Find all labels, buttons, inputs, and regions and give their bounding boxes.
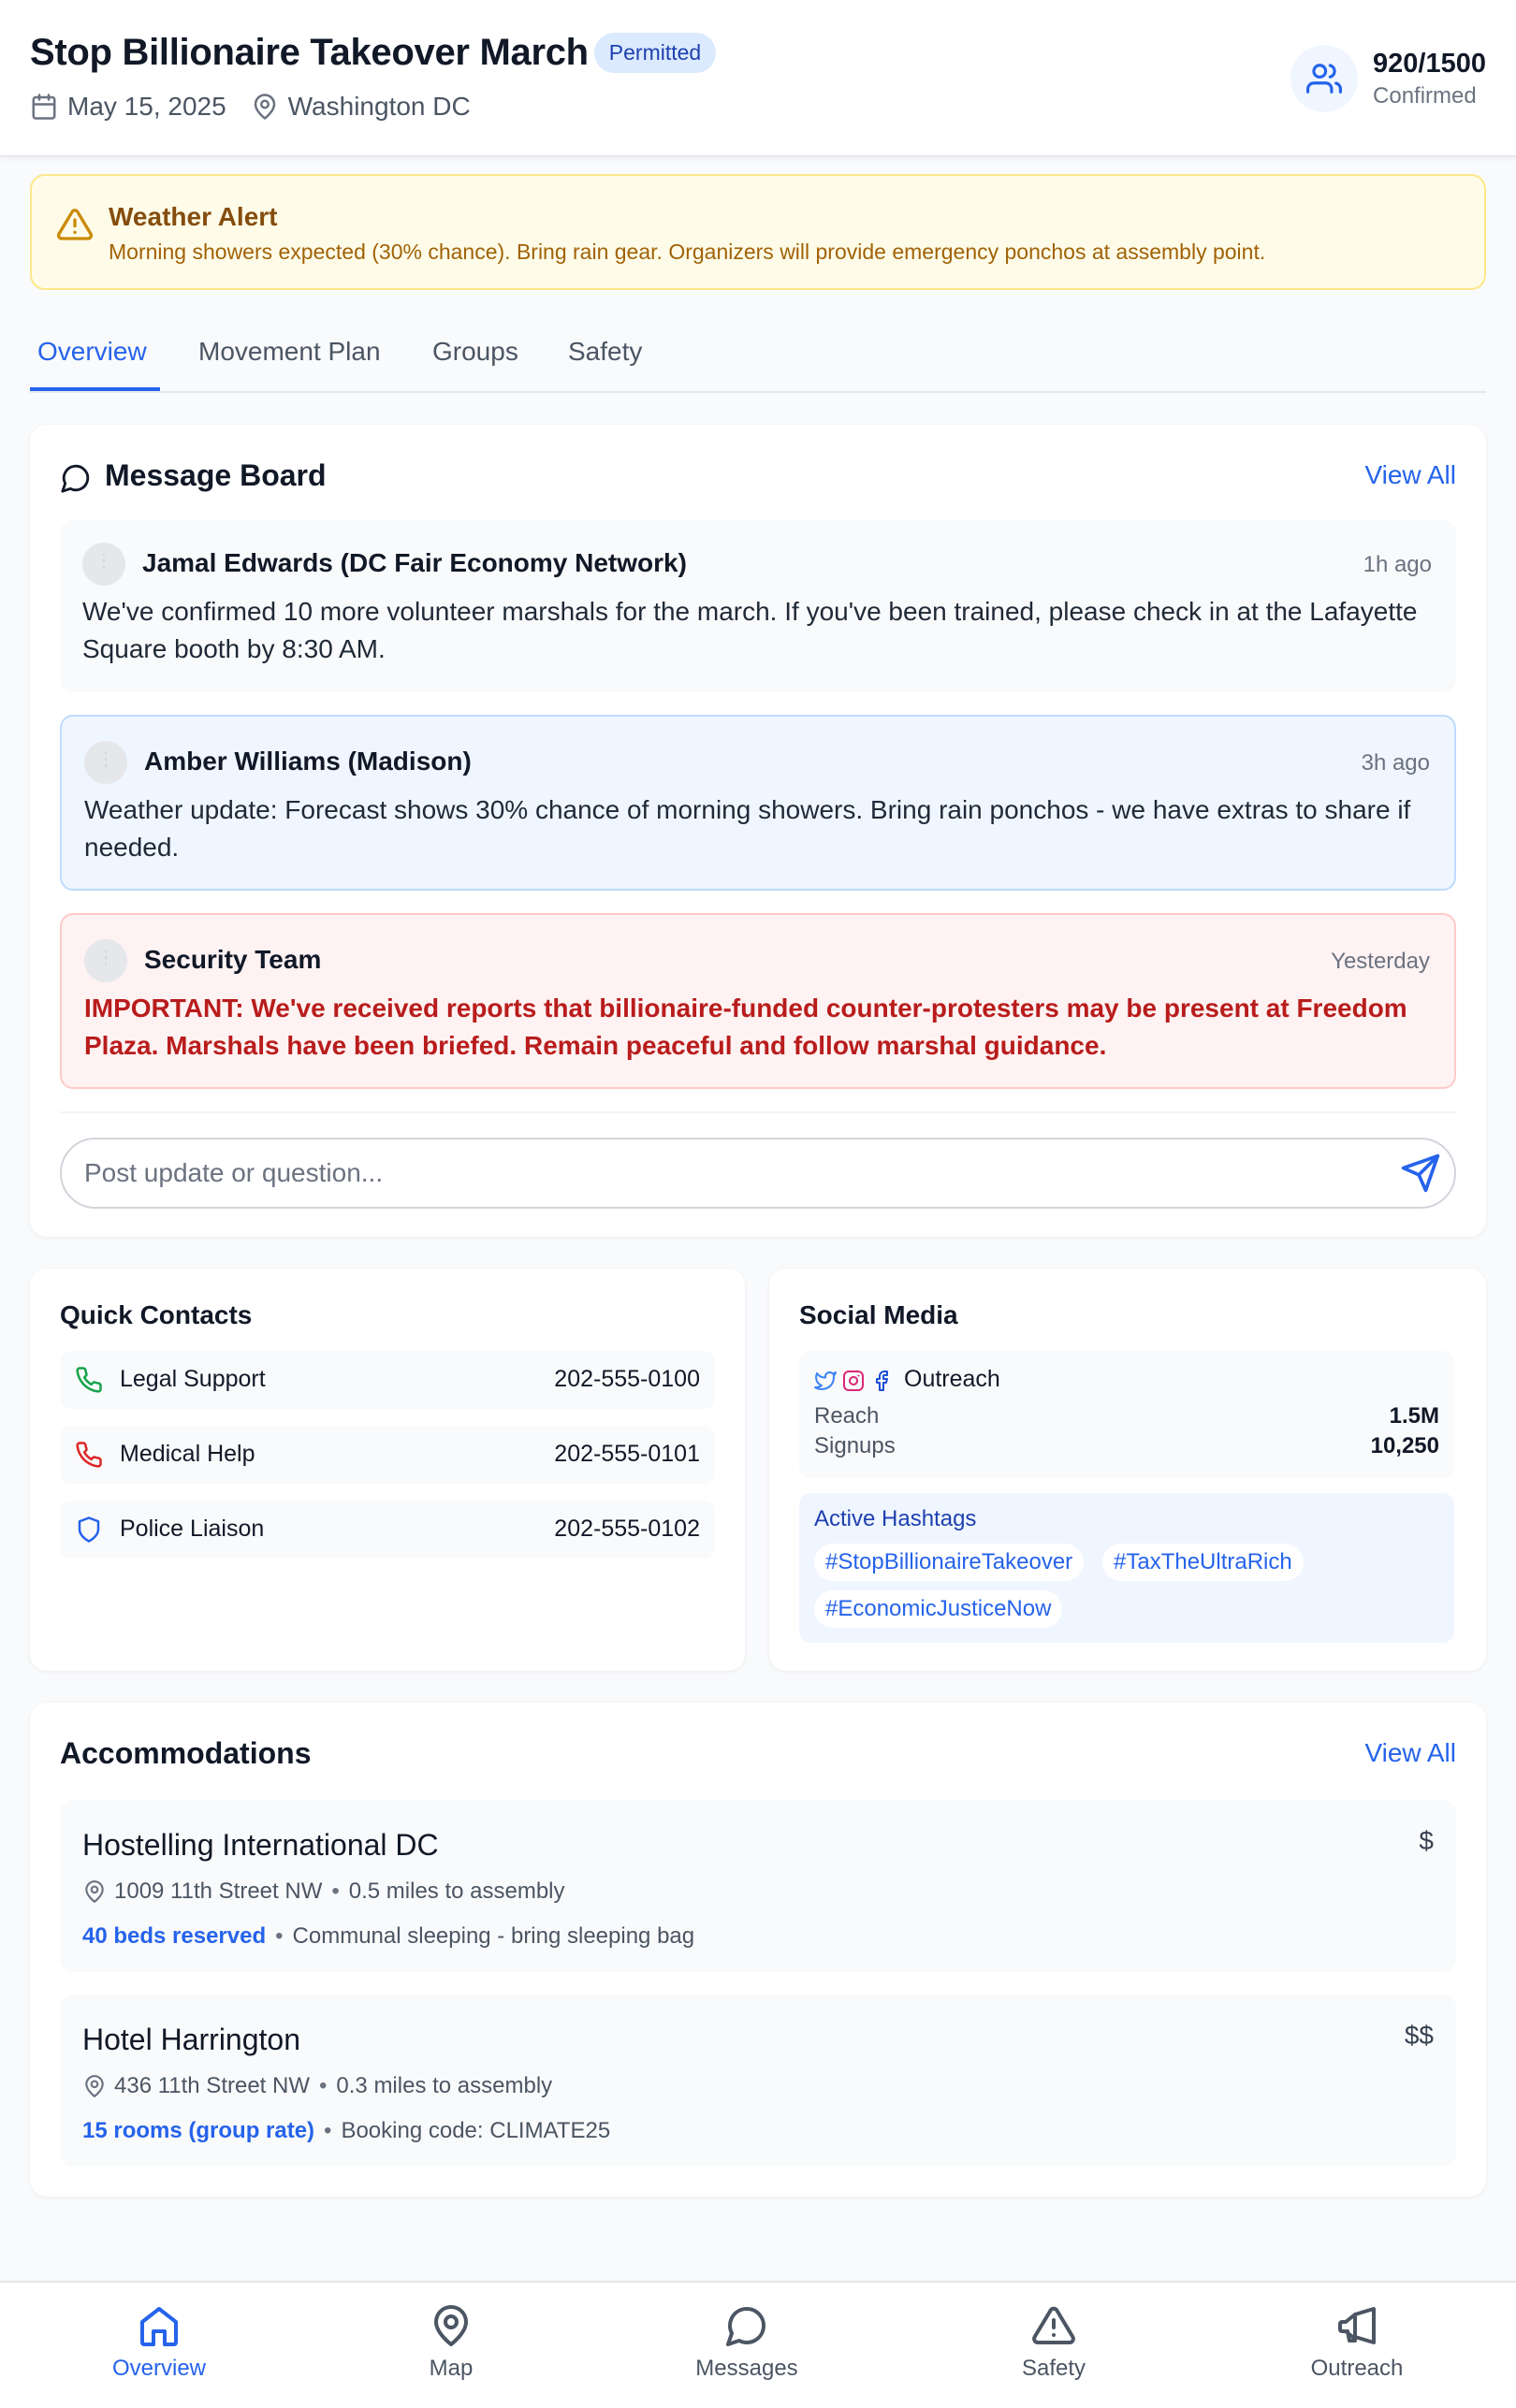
instagram-icon [842,1370,865,1392]
send-icon[interactable] [1400,1153,1441,1194]
social-icons [814,1370,898,1392]
users-icon [1290,45,1358,112]
event-title: Stop Billionaire Takeover March [30,32,589,73]
reach-value: 1.5M [1389,1403,1439,1429]
event-header [0,0,1516,157]
attendance-label: Confirmed [1373,82,1477,109]
outreach-stats[interactable] [799,1351,1454,1478]
message-board-title: Message Board [105,458,327,492]
nav-label: Map [429,2356,474,2381]
message-author: Security Team [144,945,322,974]
message-icon [724,2303,769,2348]
megaphone-icon [1334,2303,1379,2348]
accommodation-details: 40 beds reserved • Communal sleeping - bring sleeping bag [82,1923,695,1949]
accommodation-address-row: 436 11th Street NW • 0.3 miles to assembly [82,2073,552,2099]
home-icon [137,2303,182,2348]
message-item[interactable] [60,715,1456,891]
map-pin-icon [429,2303,474,2348]
weather-alert-title: Weather Alert [109,202,278,231]
phone-icon [75,1366,103,1394]
tab-safety[interactable]: Safety [568,337,643,366]
avatar [82,543,125,586]
attendance-counter[interactable] [1290,45,1486,112]
message-text: We've confirmed 10 more volunteer marshals for the march. If you've been trained, please check in at the Lafayette Square booth by 8:30 AM. [82,597,1418,663]
message-circle-icon [60,462,92,494]
map-pin-icon [251,93,279,121]
event-meta [30,92,471,122]
accommodation-address: 1009 11th Street NW [114,1879,323,1904]
hashtags-title: Active Hashtags [814,1506,977,1531]
avatar [84,939,127,982]
phone-icon [75,1441,103,1469]
accommodation-price: $ [1419,1826,1434,1855]
shield-icon [75,1516,103,1544]
message-time: Yesterday [1331,949,1430,974]
message-board-card [30,425,1486,1237]
contact-number: 202-555-0100 [554,1366,700,1392]
nav-label: Outreach [1310,2356,1404,2381]
contact-legal-support[interactable] [60,1351,715,1409]
signups-label: Signups [814,1433,896,1458]
warning-icon [1031,2303,1076,2348]
nav-label: Overview [111,2356,207,2381]
event-location: Washington DC [287,92,471,121]
contact-number: 202-555-0101 [554,1441,700,1467]
post-update-input[interactable] [84,1139,1376,1207]
message-author: Amber Williams (Madison) [144,747,472,776]
quick-contacts-title: Quick Contacts [60,1300,253,1329]
accommodation-distance: 0.3 miles to assembly [336,2073,553,2098]
status-badge: Permitted [594,33,716,73]
post-update-field[interactable] [60,1138,1456,1209]
accommodation-note: Communal sleeping - bring sleeping bag [292,1923,695,1949]
attendance-count: 920/1500 [1373,48,1486,79]
nav-label: Messages [695,2356,798,2381]
message-time: 1h ago [1363,552,1432,577]
event-date: May 15, 2025 [67,92,226,121]
accommodation-distance: 0.5 miles to assembly [348,1879,565,1904]
social-media-card [769,1269,1486,1671]
accommodations-view-all-link[interactable]: View All [1364,1738,1456,1767]
avatar [84,741,127,784]
accommodation-name: Hostelling International DC [82,1828,439,1862]
message-text: Weather update: Forecast shows 30% chance of morning showers. Bring rain ponchos - we have extras to share if needed. [84,795,1411,862]
nav-map[interactable] [357,2303,545,2382]
accommodation-name: Hotel Harrington [82,2023,300,2056]
bottom-navigation [0,2281,1516,2408]
nav-safety[interactable] [960,2303,1147,2382]
contact-label: Medical Help [120,1441,255,1467]
accommodation-item[interactable] [60,1995,1456,2167]
tab-bar [30,329,1486,393]
message-author: Jamal Edwards (DC Fair Economy Network) [142,548,687,577]
accommodations-title: Accommodations [60,1736,312,1770]
divider [60,1111,1456,1113]
accommodation-note: Booking code: CLIMATE25 [341,2118,611,2143]
weather-alert [30,174,1486,290]
title-row [30,32,716,74]
message-text: IMPORTANT: We've received reports that billionaire-funded counter-protesters may be present at Freedom Plaza. Marshals have been briefed. Remain peaceful and follow marshal guidance. [84,994,1407,1060]
hashtag-chip[interactable]: #TaxTheUltraRich [1102,1544,1304,1581]
contact-number: 202-555-0102 [554,1516,700,1542]
active-hashtags [799,1493,1454,1643]
accommodation-address: 436 11th Street NW [114,2073,310,2098]
active-tab-indicator [30,387,160,391]
hashtag-chip[interactable]: #EconomicJusticeNow [814,1590,1062,1628]
social-media-title: Social Media [799,1300,958,1329]
contact-medical-help[interactable] [60,1426,715,1484]
hashtag-chip[interactable]: #StopBillionaireTakeover [814,1544,1084,1581]
reach-label: Reach [814,1403,880,1429]
tab-overview[interactable]: Overview [37,337,147,366]
contact-label: Police Liaison [120,1516,265,1542]
nav-outreach[interactable] [1263,2303,1450,2382]
accommodation-price: $$ [1404,2021,1434,2050]
accommodation-item[interactable] [60,1800,1456,1972]
quick-contacts-card [30,1269,745,1671]
contact-police-liaison[interactable] [60,1501,715,1559]
accommodation-details: 15 rooms (group rate) • Booking code: CLIMATE25 [82,2118,611,2143]
message-item[interactable] [60,520,1456,692]
tab-groups[interactable]: Groups [432,337,518,366]
contact-label: Legal Support [120,1366,266,1392]
warning-icon [56,206,94,243]
nav-messages[interactable] [653,2303,840,2382]
map-pin-icon [82,2074,107,2098]
message-item-alert[interactable] [60,913,1456,1089]
accommodation-availability: 40 beds reserved [82,1923,267,1949]
tab-movement-plan[interactable]: Movement Plan [198,337,381,366]
accommodations-card [30,1703,1486,2197]
accommodation-availability: 15 rooms (group rate) [82,2118,315,2143]
outreach-label: Outreach [904,1366,1000,1392]
accommodation-address-row: 1009 11th Street NW • 0.5 miles to assembly [82,1879,565,1905]
nav-overview[interactable] [66,2303,253,2382]
message-time: 3h ago [1361,750,1430,776]
facebook-icon [870,1370,893,1392]
nav-label: Safety [1021,2356,1086,2381]
map-pin-icon [82,1879,107,1904]
twitter-icon [814,1370,837,1392]
calendar-icon [30,93,58,121]
message-board-view-all-link[interactable]: View All [1364,460,1456,489]
signups-value: 10,250 [1370,1433,1439,1458]
weather-alert-text: Morning showers expected (30% chance). Bring rain gear. Organizers will provide emergency ponchos at assembly point. [109,239,1266,264]
